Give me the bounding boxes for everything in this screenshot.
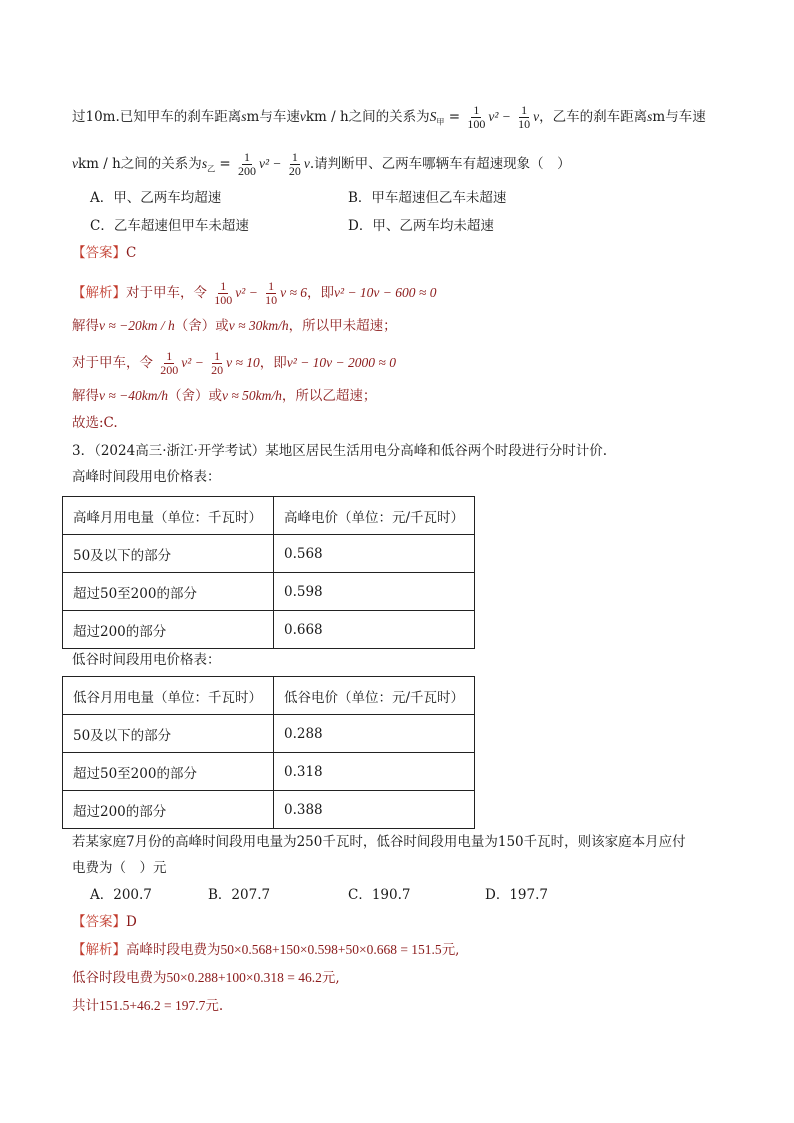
option-b: B．甲车超速但乙车未超速 xyxy=(348,190,507,206)
math: v ≈ 6 xyxy=(280,285,308,300)
table-cell: 50及以下的部分 xyxy=(63,535,274,573)
text: ，乙车的刹车距离 xyxy=(539,109,648,125)
math-S: S xyxy=(429,109,437,124)
q3-stem: 3．（2024高三·浙江·开学考试）某地区居民生活用电分高峰和低谷两个时段进行分时计价. xyxy=(72,443,608,459)
table-cell: 超过200的部分 xyxy=(63,611,274,649)
fraction xyxy=(263,280,279,307)
fraction xyxy=(212,280,234,307)
numerator: 1 xyxy=(473,103,480,117)
q3-option-b: B．207.7 xyxy=(208,887,271,903)
denominator: 20 xyxy=(211,363,224,377)
math: 151.5+46.2 = 197.7 xyxy=(99,998,206,1013)
option-a: A．甲、乙两车均超速 xyxy=(90,190,222,206)
table-header: 低谷月用电量（单位：千瓦时） xyxy=(63,677,274,715)
fraction xyxy=(236,151,258,178)
fraction xyxy=(465,104,487,131)
analysis-label: 【解析】 xyxy=(72,942,126,958)
text: 元, xyxy=(441,942,460,958)
text: m与车速 xyxy=(652,109,706,125)
text: 低谷时段电费为 xyxy=(72,970,167,986)
answer-value: D xyxy=(126,914,137,930)
q2-analysis-line-4 xyxy=(72,386,376,406)
table-row xyxy=(63,791,475,829)
table-cell: 超过200的部分 xyxy=(63,791,274,829)
numerator: 1 xyxy=(166,349,173,363)
valley-table-title: 低谷时间段用电价格表： xyxy=(72,652,221,668)
text: ，即 xyxy=(307,285,335,301)
q2-analysis-line-1 xyxy=(72,280,436,307)
equals: = xyxy=(219,156,231,172)
table-row xyxy=(63,753,475,791)
q3-question-line-1: 若某家庭7月份的高峰时间段用电量为250千瓦时，低谷时间段用电量为150千瓦时，则该家庭本月应付 xyxy=(72,834,686,850)
table-cell: 0.668 xyxy=(274,611,475,649)
text: ，所以乙超速； xyxy=(281,388,377,404)
table-cell: 50及以下的部分 xyxy=(63,715,274,753)
math: v ≈ 10 xyxy=(226,355,260,370)
table-cell: 超过50至200的部分 xyxy=(63,753,274,791)
peak-price-table xyxy=(62,496,475,649)
math: v ≈ 30km/h xyxy=(228,318,289,333)
q3-question-line-2: 电费为（ ）元 xyxy=(72,860,167,876)
denominator: 20 xyxy=(288,164,301,178)
math-s: s xyxy=(201,156,208,171)
q2-answer xyxy=(72,243,136,263)
math: 50×0.288+100×0.318 = 46.2 xyxy=(166,970,322,985)
text: km / h之间的关系为 xyxy=(305,109,430,125)
table-row xyxy=(63,715,475,753)
text: km / h之间的关系为 xyxy=(78,156,202,172)
text: （舍）或 xyxy=(168,388,223,404)
subscript: 乙 xyxy=(207,164,216,174)
q3-option-a: A．200.7 xyxy=(90,887,152,903)
q3-analysis-line-2 xyxy=(72,968,340,988)
math-v: v xyxy=(72,156,78,171)
peak-table-title: 高峰时间段用电价格表： xyxy=(72,469,221,485)
table-row xyxy=(63,611,475,649)
answer-label: 【答案】 xyxy=(72,245,126,261)
numerator: 1 xyxy=(220,279,227,293)
fraction xyxy=(516,104,532,131)
text: 过10m.已知甲车的刹车距离 xyxy=(72,109,242,125)
table-header-row xyxy=(63,497,475,535)
equals: = xyxy=(448,109,461,125)
text: 高峰时段电费为 xyxy=(126,942,221,958)
math: v² − xyxy=(258,156,282,171)
table-cell: 0.318 xyxy=(274,753,475,791)
table-header: 低谷电价（单位：元/千瓦时） xyxy=(274,677,475,715)
fraction xyxy=(209,350,225,377)
table-row xyxy=(63,573,475,611)
math: v² − xyxy=(488,109,511,124)
table-header-row xyxy=(63,677,475,715)
math: v xyxy=(303,156,310,171)
q2-conclusion: 故选:C. xyxy=(72,415,118,431)
answer-label: 【答案】 xyxy=(72,914,126,930)
table-cell: 超过50至200的部分 xyxy=(63,573,274,611)
q3-analysis-line-1 xyxy=(72,940,459,960)
text: 对于甲车，令 xyxy=(126,285,207,301)
text: 共计 xyxy=(72,998,99,1014)
option-d: D．甲、乙两车均未超速 xyxy=(348,218,494,234)
table-cell: 0.568 xyxy=(274,535,475,573)
math-s: s xyxy=(647,109,653,124)
q3-option-c: C．190.7 xyxy=(348,887,411,903)
denominator: 200 xyxy=(237,164,256,178)
text: m与车速 xyxy=(246,109,300,125)
analysis-label: 【解析】 xyxy=(72,285,126,301)
q3-answer xyxy=(72,912,137,932)
denominator: 200 xyxy=(160,363,179,377)
text: 解得 xyxy=(72,388,99,404)
table-header: 高峰月用电量（单位：千瓦时） xyxy=(63,497,274,535)
table-cell: 0.598 xyxy=(274,573,475,611)
text: 元. xyxy=(205,998,224,1014)
text: ，即 xyxy=(259,355,287,371)
text: .请判断甲、乙两车哪辆车有超速现象（ ） xyxy=(309,156,571,172)
subscript: 甲 xyxy=(436,117,445,127)
denominator: 100 xyxy=(214,293,233,307)
numerator: 1 xyxy=(521,103,528,117)
math: v ≈ −20km / h xyxy=(99,318,175,333)
math: v² − xyxy=(181,355,204,370)
text: 对于甲车，令 xyxy=(72,355,153,371)
denominator: 10 xyxy=(518,117,531,131)
table-row xyxy=(63,535,475,573)
math-v: v xyxy=(299,109,306,124)
math: v² − 10v − 600 ≈ 0 xyxy=(334,285,437,300)
q3-analysis-line-3 xyxy=(72,996,223,1016)
math: v² − xyxy=(235,285,258,300)
numerator: 1 xyxy=(243,150,250,164)
numerator: 1 xyxy=(214,349,221,363)
fraction xyxy=(158,350,180,377)
q2-analysis-line-3 xyxy=(72,350,396,377)
table-header: 高峰电价（单位：元/千瓦时） xyxy=(274,497,475,535)
text: （舍）或 xyxy=(174,318,229,334)
fraction xyxy=(287,151,303,178)
math-s: s xyxy=(241,109,247,124)
answer-value: C xyxy=(126,245,137,261)
text: 元, xyxy=(321,970,340,986)
valley-price-table xyxy=(62,676,475,829)
denominator: 10 xyxy=(265,293,278,307)
text: 解得 xyxy=(72,318,99,334)
text: ，所以甲未超速； xyxy=(288,318,397,334)
math: v ≈ 50km/h xyxy=(222,388,282,403)
math: 50×0.568+150×0.598+50×0.668 = 151.5 xyxy=(220,942,442,957)
q2-analysis-line-2 xyxy=(72,316,397,336)
intro-line-2 xyxy=(72,151,571,180)
option-c: C．乙车超速但甲车未超速 xyxy=(90,218,249,234)
math: v ≈ −40km/h xyxy=(99,388,169,403)
q3-option-d: D．197.7 xyxy=(485,887,548,903)
numerator: 1 xyxy=(291,150,298,164)
denominator: 100 xyxy=(467,117,486,131)
math: v² − 10v − 2000 ≈ 0 xyxy=(286,355,396,370)
math: v xyxy=(533,109,540,124)
numerator: 1 xyxy=(268,279,275,293)
table-cell: 0.288 xyxy=(274,715,475,753)
table-cell: 0.388 xyxy=(274,791,475,829)
intro-line-1 xyxy=(72,104,706,133)
